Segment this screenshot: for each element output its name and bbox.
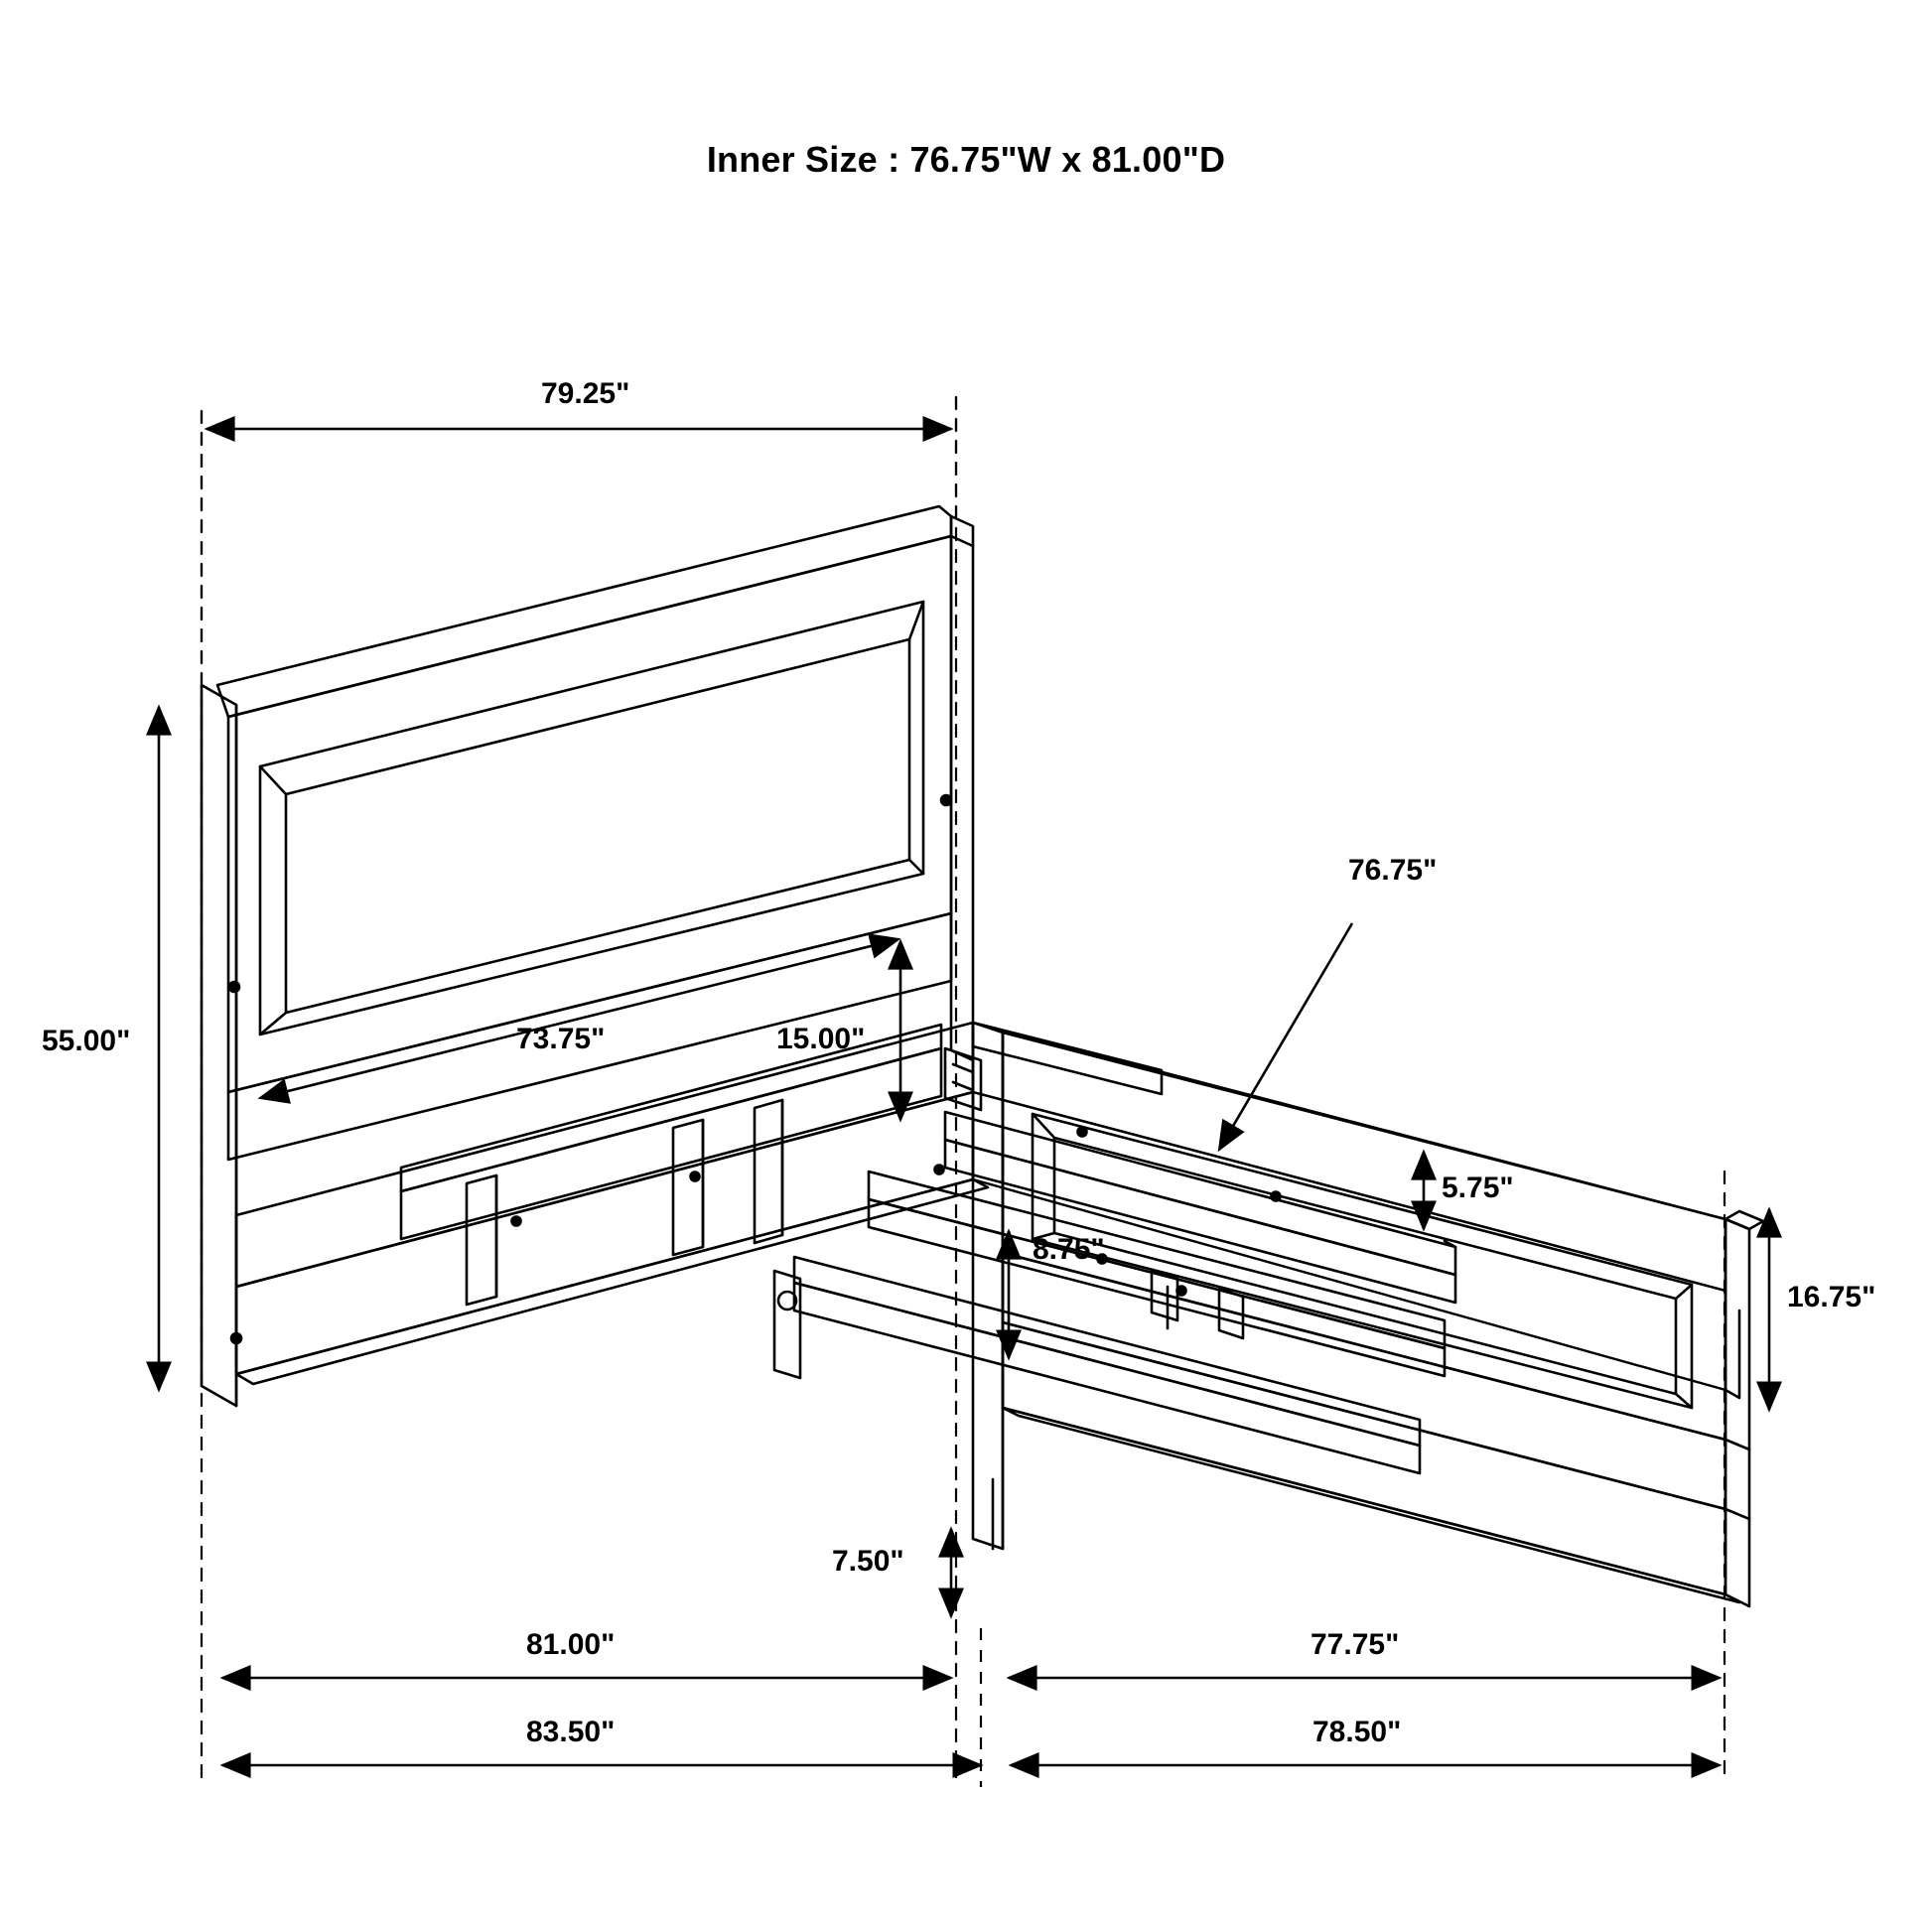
dimension-label-top-width: 79.25" [541,377,630,410]
page-title: Inner Size : 76.75"W x 81.00"D [706,139,1226,180]
dimension-label-overall-depth: 83.50" [526,1716,616,1748]
dimension-label-overall-width: 78.50" [1312,1716,1402,1748]
dimension-label-headboard-to-slat: 15.00" [776,1023,866,1055]
dimension-label-rail-thickness: 5.75" [1442,1172,1514,1204]
dimension-label-headboard-height: 55.00" [42,1025,131,1057]
dimension-label-bed-depth-left: 81.00" [526,1628,616,1661]
dimension-label-bed-width-right: 77.75" [1311,1628,1400,1661]
dimension-label-footboard-height: 16.75" [1787,1281,1876,1313]
dimension-label-floor-clearance: 7.50" [832,1545,904,1578]
dimension-label-side-rail-callout: 76.75" [1348,854,1438,887]
dimension-label-headboard-inner-width: 73.75" [516,1023,606,1055]
dimension-label-deck-height: 8.75" [1033,1233,1105,1266]
